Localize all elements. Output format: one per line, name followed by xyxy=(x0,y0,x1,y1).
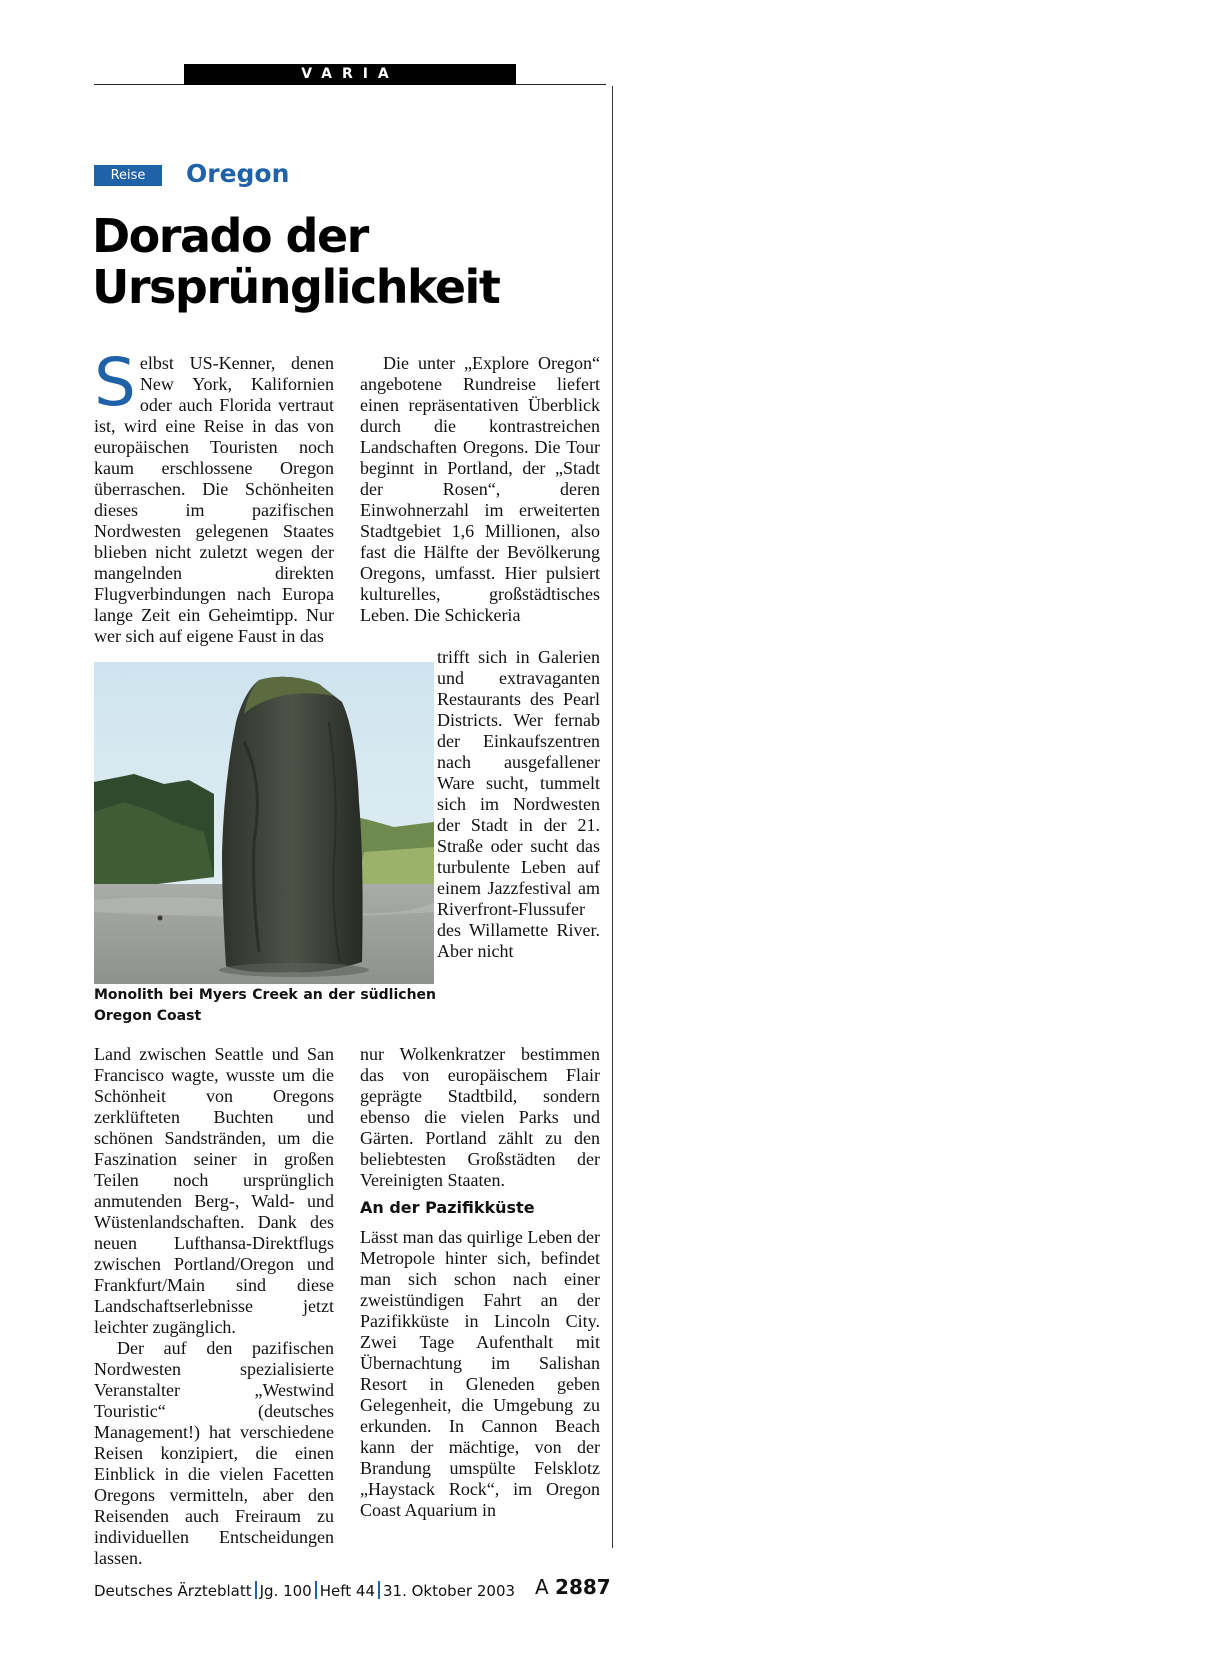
column-2-bottom xyxy=(360,1044,600,1521)
photo-caption: Monolith bei Myers Creek an der südlichen Oregon Coast xyxy=(94,987,436,1024)
page-footer xyxy=(94,1581,604,1600)
footer-separator xyxy=(315,1581,317,1599)
headline-line-1: Dorado der xyxy=(92,209,368,263)
drop-cap: S xyxy=(94,344,136,421)
column-1-top xyxy=(94,344,334,647)
column-divider xyxy=(612,86,613,1548)
column-2-narrow xyxy=(437,647,600,962)
column-2-paragraph-1: Die unter „Explore Oregon“ angebotene Rundreise liefert einen repräsentativen Überblick durch die kontrastreichen Landschaften Oregons. Die Tour beginnt in Portland, der „Stadt der Rosen“, deren Einwohnerzahl im erweiterten Stadtgebiet 1,6 Millionen, also fast die Hälfte der Bevölkerung Oregons, umfasst. Hier pulsiert kulturelles, großstädtisches Leben. Die Schickeria xyxy=(360,353,600,625)
page-prefix: A xyxy=(535,1575,549,1599)
article-headline xyxy=(92,211,612,313)
section-subheading: An der Pazifikküste xyxy=(360,1198,535,1217)
monolith-photo xyxy=(94,662,434,984)
page-number xyxy=(535,1575,611,1599)
journal-name: Deutsches Ärzteblatt xyxy=(94,1582,252,1600)
issue-date: 31. Oktober 2003 xyxy=(383,1582,516,1600)
footer-separator xyxy=(255,1581,257,1599)
intro-paragraph xyxy=(94,344,334,647)
column-2-top xyxy=(360,353,600,626)
intro-text: elbst US-Kenner, denen New York, Kalifornien oder auch Florida vertraut ist, wird eine Reise in das von europäischen Touristen noch kaum erschlossene Oregon überraschen. Die Schönheiten dieses im pazifischen Nordwesten gelegenen Staates blieben nicht zuletzt wegen der mangelnden direkten Flugverbindungen nach Europa lange Zeit ein Geheimtipp. Nur wer sich auf eigene Faust in das xyxy=(94,353,334,646)
column-1-paragraph-2: Land zwischen Seattle und San Francisco wagte, wusste um die Schönheit von Oregons zerklüfteten Buchten und schönen Sandstränden, um die Faszination seiner in großen Teilen noch ursprünglich anmutenden Berg-, Wald- und Wüstenlandschaften. Dank des neuen Lufthansa-Direktflugs zwischen Portland/Oregon und Frankfurt/Main sind diese Landschaftserlebnisse jetzt leichter zugänglich. xyxy=(94,1044,334,1337)
journal-volume: Jg. 100 xyxy=(259,1582,312,1600)
journal-issue: Heft 44 xyxy=(319,1582,375,1600)
page-number-value: 2887 xyxy=(555,1575,611,1599)
column-1-bottom xyxy=(94,1044,334,1569)
column-2-paragraph-2: nur Wolkenkratzer bestimmen das von europäischem Flair geprägte Stadtbild, sondern ebenso die vielen Parks und Gärten. Portland zählt zu den beliebtesten Großstädten der Vereinigten Staaten. xyxy=(360,1044,600,1190)
headline-line-2: Ursprünglichkeit xyxy=(92,260,500,314)
section-header-bar: VARIA xyxy=(184,64,516,85)
column-1-paragraph-3: Der auf den pazifischen Nordwesten spezialisierte Veranstalter „Westwind Touristic“ (deutsches Management!) hat verschiedene Reisen konzipiert, die einen Einblick in die vielen Facetten Oregons vermitteln, aber den Reisenden auch Freiraum zu individuellen Entscheidungen lassen. xyxy=(94,1338,334,1568)
column-2-paragraph-3: Lässt man das quirlige Leben der Metropole hinter sich, befindet man sich schon nach einer zweistündigen Fahrt an der Pazifikküste in Lincoln City. Zwei Tage Aufenthalt mit Übernachtung im Salishan Resort in Gleneden geben Gelegenheit, die Umgebung zu erkunden. In Cannon Beach kann der mächtige, von der Brandung umspülte Felsklotz „Haystack Rock“, im Oregon Coast Aquarium in xyxy=(360,1227,600,1520)
article-kicker: Oregon xyxy=(186,159,290,188)
footer-separator xyxy=(378,1581,380,1599)
category-tag: Reise xyxy=(94,165,162,186)
column-2-narrow-text: trifft sich in Galerien und extravaganten Restaurants des Pearl Districts. Wer fernab der Einkaufszentren nach ausgefallener Ware sucht, tummelt sich im Nordwesten der Stadt in der 21. Straße oder sucht das turbulente Leben auf einem Jazzfestival am Riverfront-Flussufer des Willamette River. Aber nicht xyxy=(437,647,600,961)
